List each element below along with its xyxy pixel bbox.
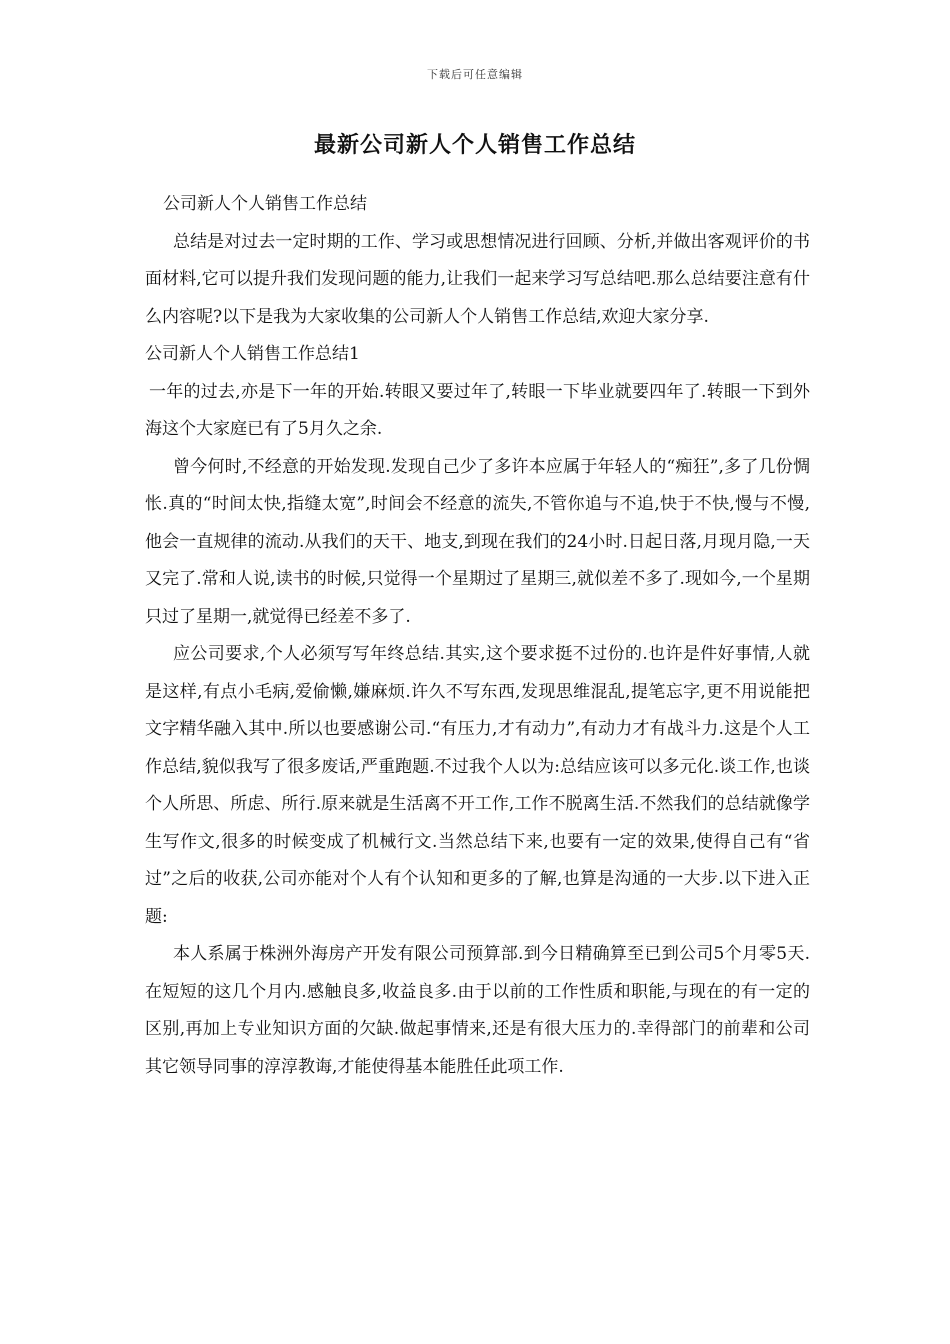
document-title: 最新公司新人个人销售工作总结: [313, 133, 636, 158]
body-paragraph: 曾今何时,不经意的开始发现.发现自己少了多许本应属于年轻人的“痴狂”,多了几份惆怅.真的“时间太快,指缝太宽”,时间会不经意的流失,不管你追与不追,快于不快,慢与不慢,他会一直规律的流动.从我们的天干、地支,到现在我们的24小时.日起日落,月现月隐,一天又完了.常和人说,读书的时候,只觉得一个星期过了星期三,就似差不多了.现如今,一个星期只过了星期一,就觉得已经差不多了.: [145, 456, 810, 627]
section-heading: 公司新人个人销售工作总结1: [145, 344, 360, 364]
subtitle-paragraph: 公司新人个人销售工作总结: [163, 194, 367, 214]
body-paragraph: 一年的过去,亦是下一年的开始.转眼又要过年了,转眼一下毕业就要四年了.转眼一下到外海这个大家庭已有了5月久之余.: [145, 381, 810, 439]
intro-paragraph: 总结是对过去一定时期的工作、学习或思想情况进行回顾、分析,并做出客观评价的书面材料,它可以提升我们发现问题的能力,让我们一起来学习写总结吧.那么总结要注意有什么内容呢?以下是我为大家收集的公司新人个人销售工作总结,欢迎大家分享.: [145, 231, 810, 327]
body-paragraph: 本人系属于株洲外海房产开发有限公司预算部.到今日精确算至已到公司5个月零5天.在短短的这几个月内.感触良多,收益良多.由于以前的工作性质和职能,与现在的有一定的区别,再加上专业知识方面的欠缺.做起事情来,还是有很大压力的.幸得部门的前辈和公司其它领导同事的淳淳教诲,才能使得基本能胜任此项工作.: [145, 944, 810, 1077]
document-body: [145, 186, 810, 1086]
header-note: 下载后可任意编辑: [427, 68, 523, 81]
body-paragraph: 应公司要求,个人必须写写年终总结.其实,这个要求挺不过份的.也许是件好事情,人就是这样,有点小毛病,爱偷懒,嫌麻烦.许久不写东西,发现思维混乱,提笔忘字,更不用说能把文字精华融入其中.所以也要感谢公司.“有压力,才有动力”,有动力才有战斗力.这是个人工作总结,貌似我写了很多废话,严重跑题.不过我个人以为:总结应该可以多元化.谈工作,也谈个人所思、所虑、所行.原来就是生活离不开工作,工作不脱离生活.不然我们的总结就像学生写作文,很多的时候变成了机械行文.当然总结下来,也要有一定的效果,使得自己有“省过”之后的收获,公司亦能对个人有个认知和更多的了解,也算是沟通的一大步.以下进入正题:: [145, 644, 810, 927]
